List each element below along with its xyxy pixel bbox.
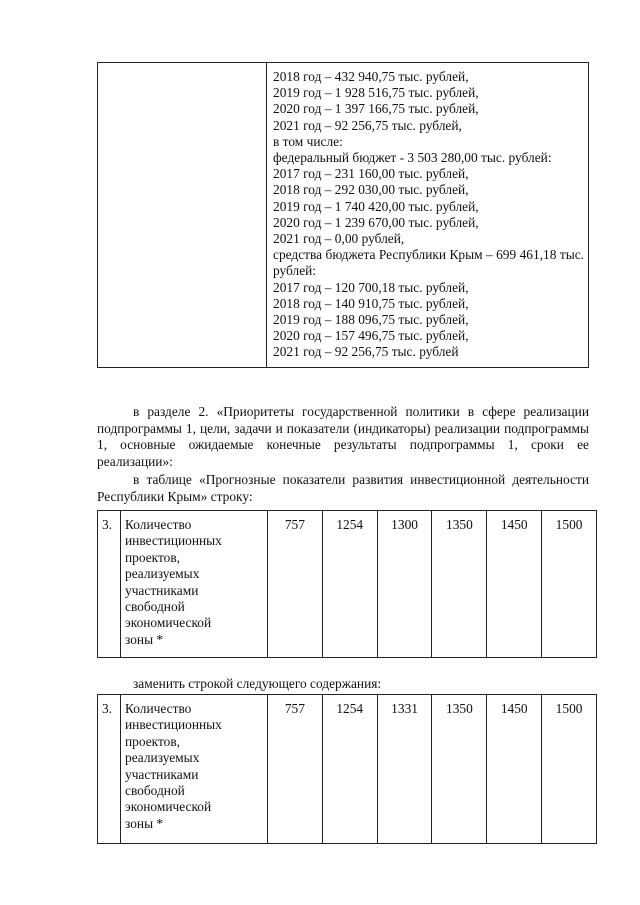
value-cell: 1300	[377, 511, 432, 658]
funding-values-cell	[267, 63, 589, 368]
name-line: экономической	[125, 615, 212, 631]
funding-line: 2019 год – 1 928 516,75 тыс. рублей,	[273, 85, 479, 101]
section2-text: в разделе 2. «Приоритеты государственной политики в сфере реализации подпрограммы 1, цели, задачи и показатели (индикаторы) реализации подпрограммы 1, основные ожидаемые конечные результаты подпрограммы 1, сроки ее реализации»:	[97, 404, 589, 469]
value-cell: 1350	[432, 695, 487, 844]
funding-line: 2018 год – 140 910,75 тыс. рублей,	[273, 295, 469, 311]
funding-line: в том числе:	[273, 133, 343, 149]
funding-line: средства бюджета Республики Крым – 699 461,18 тыс. рублей:	[273, 247, 584, 279]
name-line: реализуемых	[125, 566, 200, 582]
new-indicator-table	[97, 694, 597, 844]
name-line: проектов,	[125, 733, 181, 749]
value-cell: 1450	[487, 511, 542, 658]
table-intro-paragraph	[97, 472, 589, 505]
value-cell: 1500	[542, 511, 597, 658]
funding-line: 2019 год – 188 096,75 тыс. рублей,	[273, 312, 469, 328]
value-cell: 1331	[377, 695, 432, 844]
table-row	[98, 695, 597, 844]
name-line: свободной	[125, 599, 185, 615]
name-line: проектов,	[125, 549, 181, 565]
value-cell: 1254	[322, 511, 377, 658]
replace-text: заменить строкой следующего содержания:	[133, 676, 382, 691]
funding-line: 2021 год – 92 256,75 тыс. рублей,	[273, 117, 462, 133]
name-line: участниками	[125, 766, 199, 782]
value-cell: 1500	[542, 695, 597, 844]
value-cell: 1350	[432, 511, 487, 658]
funding-line: 2021 год – 92 256,75 тыс. рублей	[273, 344, 459, 360]
indicator-name	[121, 511, 268, 658]
row-number: 3.	[98, 695, 121, 844]
name-line: участниками	[125, 582, 199, 598]
funding-label-cell	[98, 63, 267, 368]
name-line: свободной	[125, 783, 185, 799]
funding-line: 2020 год – 1 239 670,00 тыс. рублей,	[273, 214, 479, 230]
funding-line: 2017 год – 120 700,18 тыс. рублей,	[273, 279, 469, 295]
value-cell: 757	[268, 695, 323, 844]
name-line: Количество	[125, 701, 192, 716]
funding-line: 2021 год – 0,00 рублей,	[273, 231, 405, 247]
name-line: Количество	[125, 517, 192, 532]
name-line: зоны *	[125, 815, 164, 831]
name-line: экономической	[125, 799, 212, 815]
funding-line: 2020 год – 157 496,75 тыс. рублей,	[273, 328, 469, 344]
funding-line: 2020 год – 1 397 166,75 тыс. рублей,	[273, 101, 479, 117]
old-indicator-table	[97, 510, 597, 658]
indicator-name	[121, 695, 268, 844]
table-intro-text: в таблице «Прогнозные показатели развития инвестиционной деятельности Республики Крым» строку:	[97, 472, 589, 504]
name-line: зоны *	[125, 631, 164, 647]
funding-line: федеральный бюджет - 3 503 280,00 тыс. рублей:	[273, 150, 552, 166]
value-cell: 757	[268, 511, 323, 658]
replace-paragraph	[97, 676, 589, 693]
name-line: реализуемых	[125, 750, 200, 766]
name-line: инвестиционных	[125, 533, 222, 549]
value-cell: 1450	[487, 695, 542, 844]
funding-table-row	[98, 63, 589, 368]
funding-lines	[267, 63, 588, 367]
funding-table	[97, 62, 589, 368]
funding-line: 2018 год – 432 940,75 тыс. рублей,	[273, 69, 469, 84]
row-number: 3.	[98, 511, 121, 658]
funding-line: 2017 год – 231 160,00 тыс. рублей,	[273, 166, 469, 182]
value-cell: 1254	[322, 695, 377, 844]
funding-line: 2018 год – 292 030,00 тыс. рублей,	[273, 182, 469, 198]
table-row	[98, 511, 597, 658]
name-line: инвестиционных	[125, 717, 222, 733]
section2-paragraph	[97, 404, 589, 470]
funding-line: 2019 год – 1 740 420,00 тыс. рублей,	[273, 198, 479, 214]
